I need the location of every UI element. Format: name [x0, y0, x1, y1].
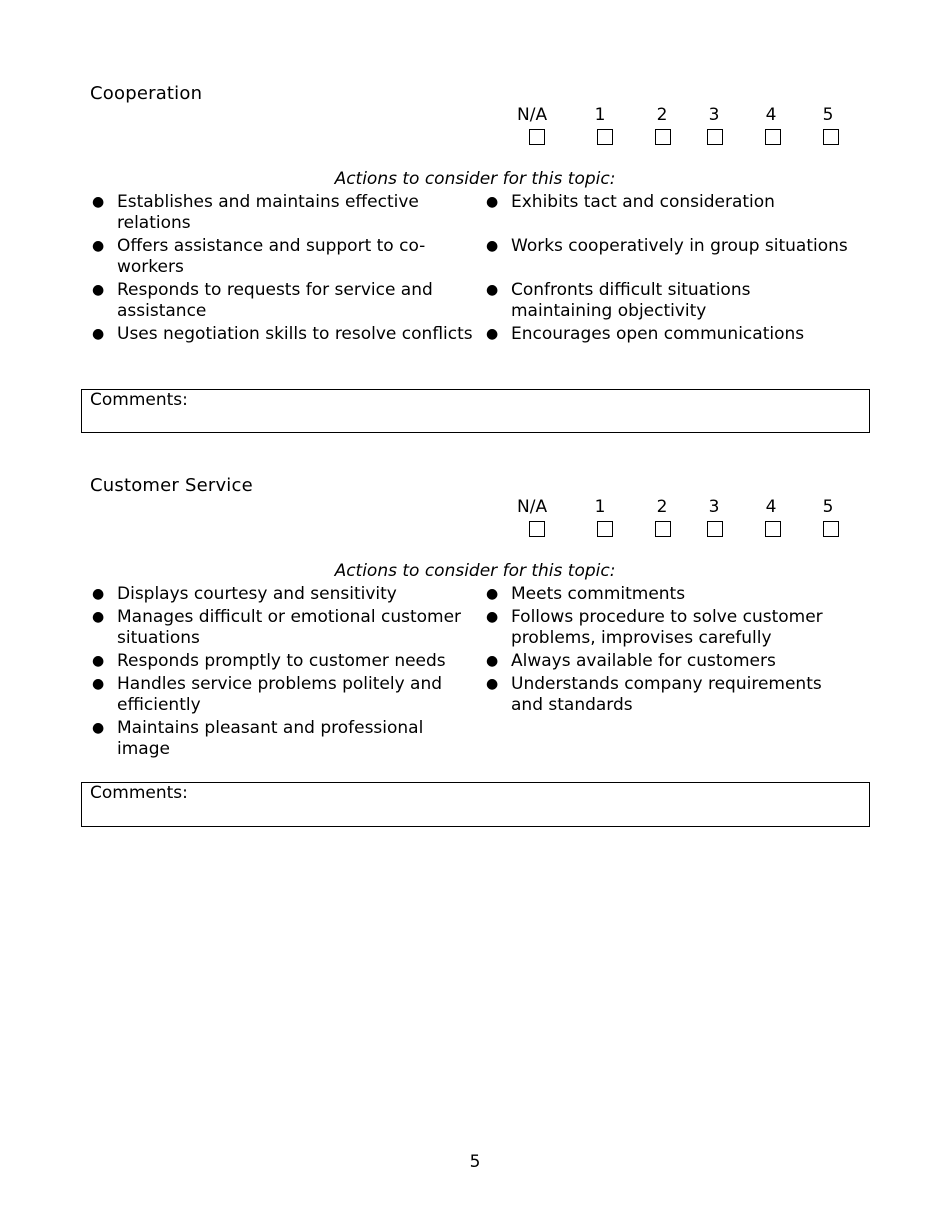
- comments-box[interactable]: [81, 782, 870, 827]
- checkbox-5[interactable]: [823, 129, 839, 145]
- score-label-na: N/A: [517, 105, 548, 125]
- checkbox-na[interactable]: [529, 521, 545, 537]
- checkbox-3[interactable]: [707, 521, 723, 537]
- list-item: ● Follows procedure to solve customer problems, improvises carefully: [486, 607, 823, 648]
- checkbox-na[interactable]: [529, 129, 545, 145]
- list-item: ● Responds promptly to customer needs: [92, 651, 446, 671]
- checkbox-1[interactable]: [597, 129, 613, 145]
- list-item: ● Exhibits tact and consideration: [486, 192, 775, 212]
- score-label-4: 4: [765, 105, 777, 125]
- checkbox-4[interactable]: [765, 129, 781, 145]
- bullet-icon: ●: [92, 326, 105, 342]
- list-item: ● Responds to requests for service and assistance: [92, 280, 433, 321]
- section-title-customer-service: Customer Service: [90, 475, 253, 496]
- list-item: ● Uses negotiation skills to resolve conflicts: [92, 324, 473, 344]
- list-item: ● Handles service problems politely and efficiently: [92, 674, 443, 715]
- score-label-1: 1: [594, 105, 606, 125]
- list-item: ● Encourages open communications: [486, 324, 805, 344]
- list-item: ● Confronts difficult situations maintaining objectivity: [486, 280, 751, 321]
- comments-label: Comments:: [90, 783, 188, 803]
- bullet-icon: ●: [92, 194, 105, 210]
- bullet-icon: ●: [92, 282, 105, 298]
- score-label-5: 5: [822, 105, 834, 125]
- bullet-icon: ●: [486, 282, 499, 298]
- bullet-icon: ●: [486, 653, 499, 669]
- bullet-icon: ●: [92, 720, 105, 736]
- bullet-icon: ●: [486, 586, 499, 602]
- checkbox-2[interactable]: [655, 129, 671, 145]
- bullet-icon: ●: [92, 609, 105, 625]
- list-item: ● Works cooperatively in group situations: [486, 236, 848, 256]
- page-number: 5: [469, 1152, 481, 1172]
- section-title-cooperation: Cooperation: [90, 83, 203, 104]
- score-label-3: 3: [708, 105, 720, 125]
- list-item: ● Always available for customers: [486, 651, 776, 671]
- bullet-icon: ●: [92, 653, 105, 669]
- list-item: ● Displays courtesy and sensitivity: [92, 584, 397, 604]
- score-label-5: 5: [822, 497, 834, 517]
- bullet-icon: ●: [486, 326, 499, 342]
- score-label-2: 2: [656, 105, 668, 125]
- bullet-icon: ●: [486, 676, 499, 692]
- bullet-icon: ●: [92, 586, 105, 602]
- score-label-4: 4: [765, 497, 777, 517]
- comments-box[interactable]: [81, 389, 870, 433]
- actions-heading: Actions to consider for this topic:: [334, 169, 616, 189]
- list-item: ● Establishes and maintains effective relations: [92, 192, 419, 233]
- list-item: ● Offers assistance and support to co-workers: [92, 236, 426, 277]
- bullet-icon: ●: [486, 194, 499, 210]
- list-item: ● Understands company requirements and standards: [486, 674, 822, 715]
- checkbox-4[interactable]: [765, 521, 781, 537]
- list-item: ● Meets commitments: [486, 584, 686, 604]
- actions-heading: Actions to consider for this topic:: [334, 561, 616, 581]
- checkbox-2[interactable]: [655, 521, 671, 537]
- checkbox-3[interactable]: [707, 129, 723, 145]
- score-label-na: N/A: [517, 497, 548, 517]
- score-label-3: 3: [708, 497, 720, 517]
- bullet-icon: ●: [92, 238, 105, 254]
- checkbox-5[interactable]: [823, 521, 839, 537]
- score-label-1: 1: [594, 497, 606, 517]
- list-item: ● Maintains pleasant and professional image: [92, 718, 424, 759]
- score-label-2: 2: [656, 497, 668, 517]
- comments-label: Comments:: [90, 390, 188, 410]
- checkbox-1[interactable]: [597, 521, 613, 537]
- list-item: ● Manages difficult or emotional customer situations: [92, 607, 462, 648]
- bullet-icon: ●: [486, 238, 499, 254]
- bullet-icon: ●: [486, 609, 499, 625]
- bullet-icon: ●: [92, 676, 105, 692]
